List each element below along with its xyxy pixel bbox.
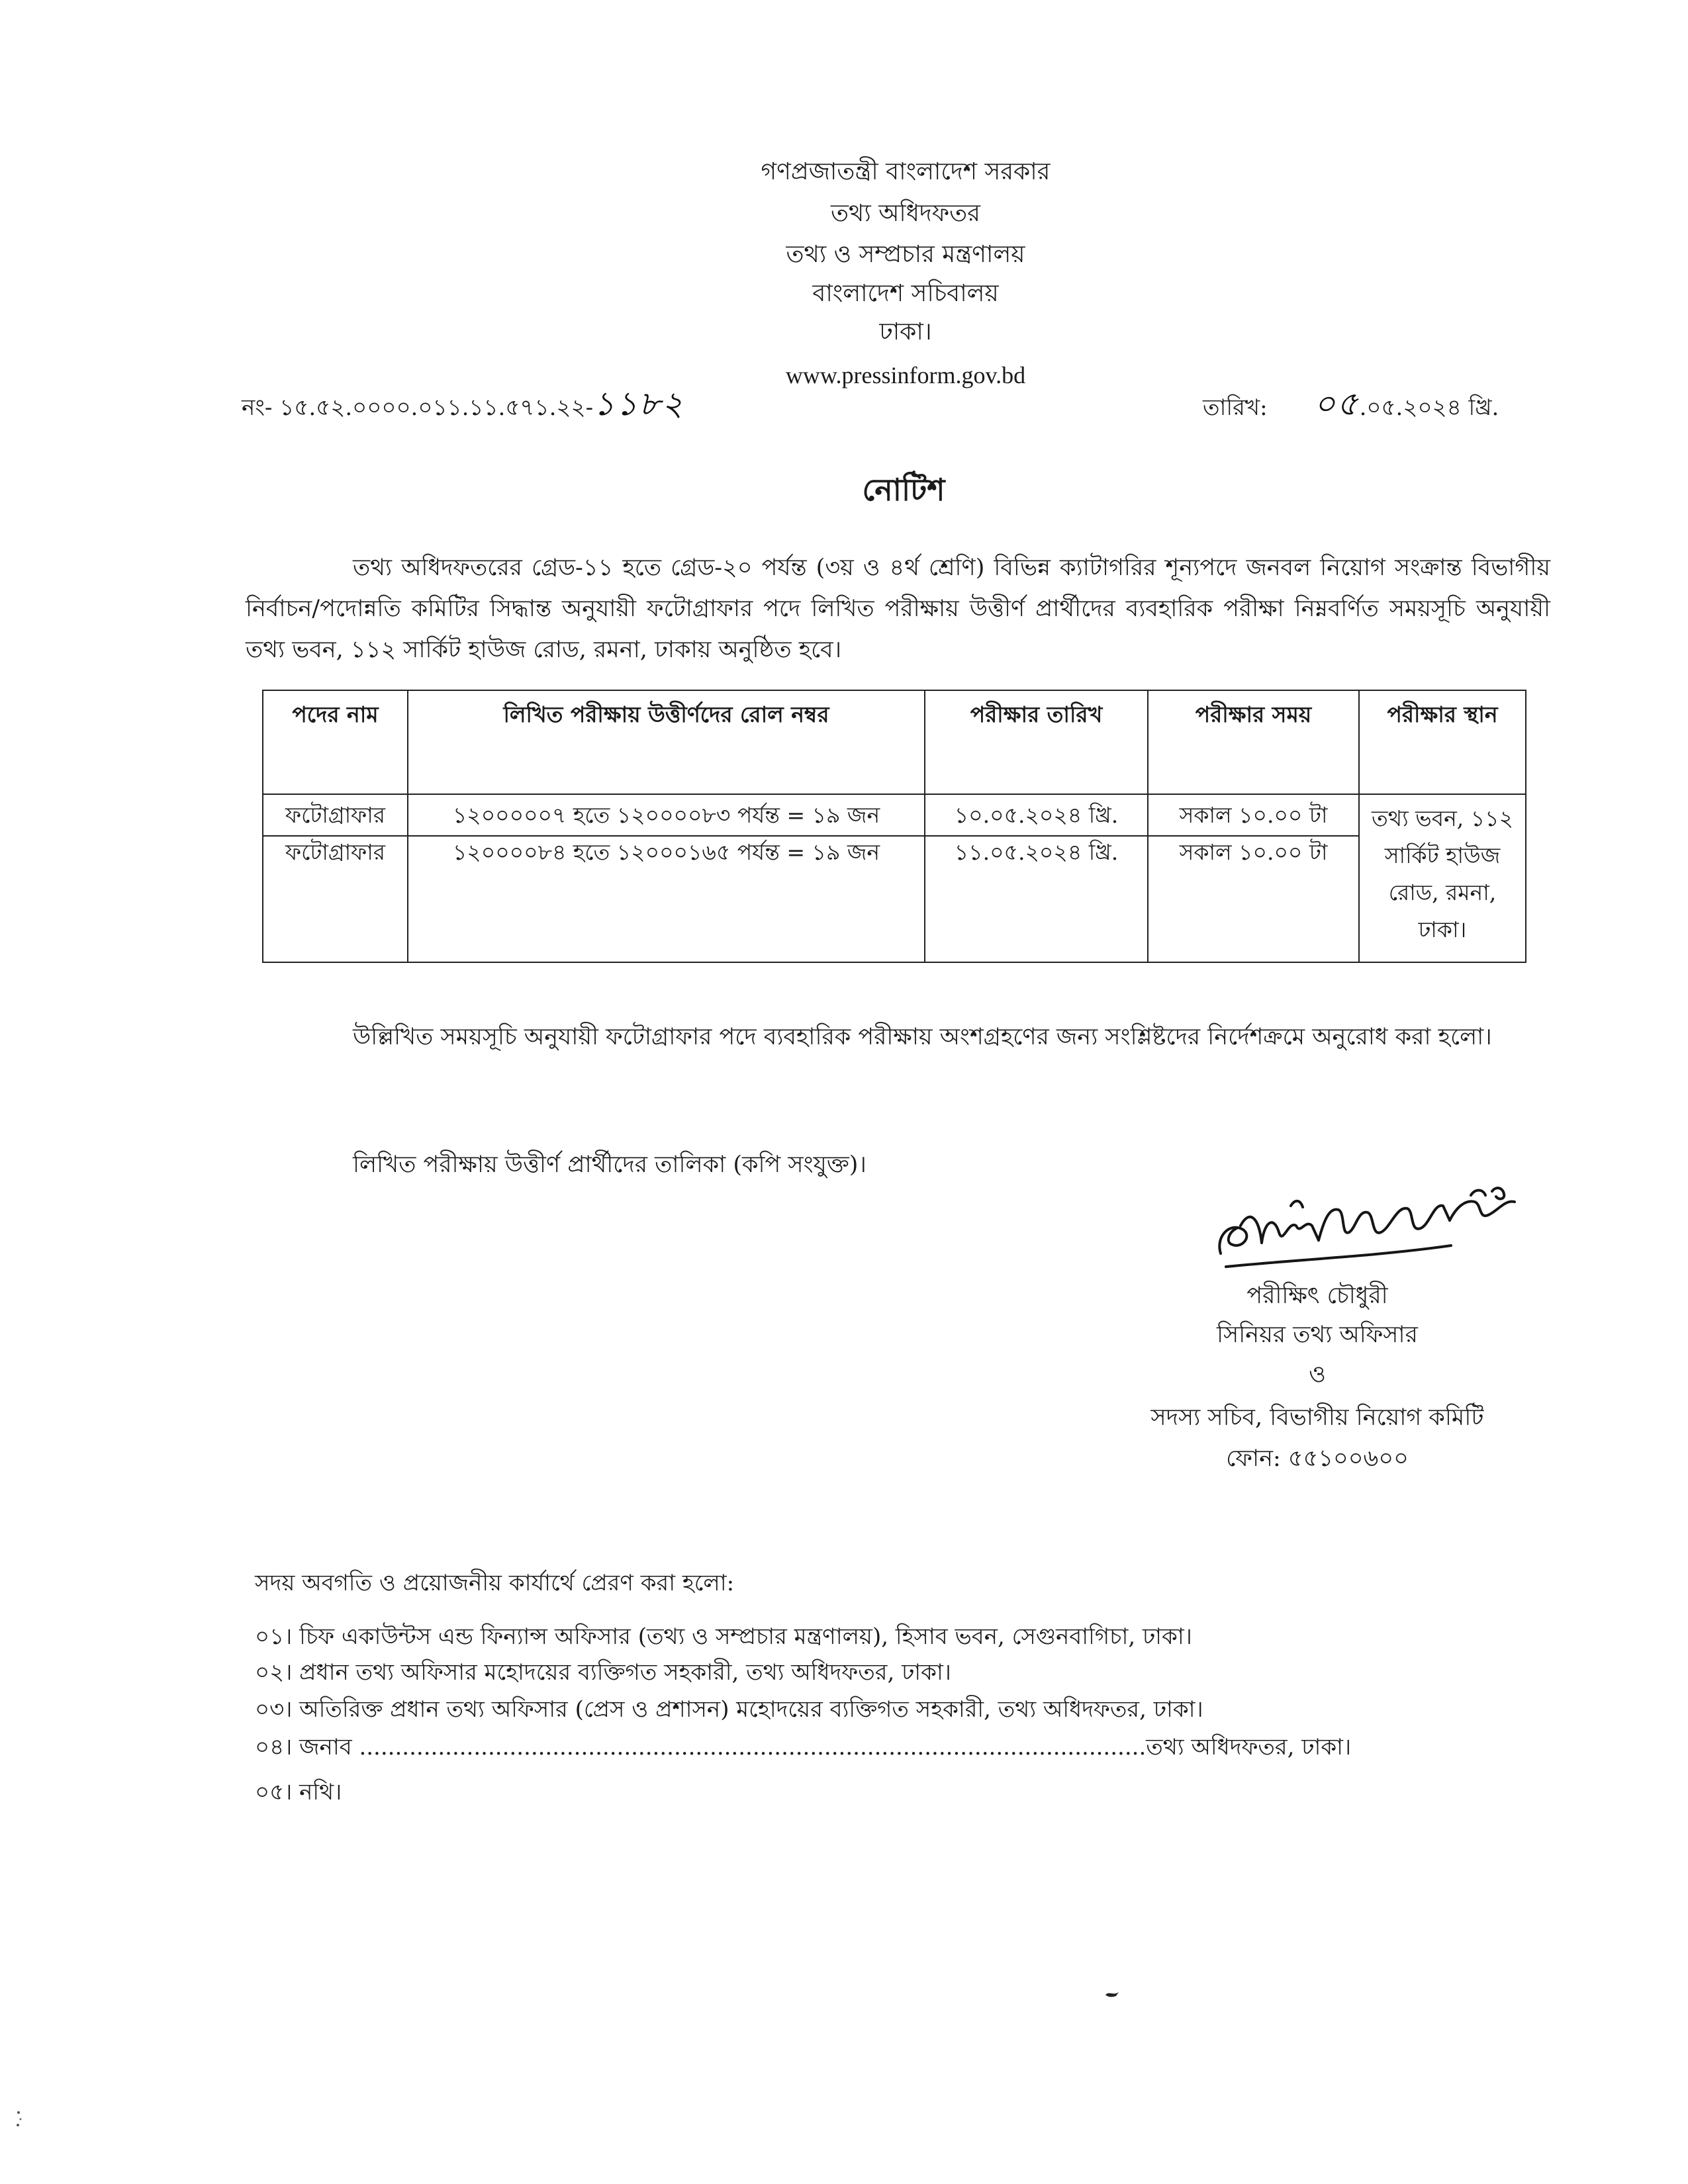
cell-post: ফটোগ্রাফার [263,836,408,962]
schedule-table [262,690,1526,963]
header-roll-numbers: লিখিত পরীক্ষায় উত্তীর্ণদের রোল নম্বর [408,690,925,794]
distribution-item: ০২। প্রধান তথ্য অফিসার মহোদয়ের ব্যক্তিগত সহকারী, তথ্য অধিদফতর, ঢাকা। [255,1659,951,1686]
table-header-row [263,690,1526,794]
cell-exam-date: ১০.০৫.২০২৪ খ্রি. [925,794,1148,836]
cell-exam-time: সকাল ১০.০০ টা [1148,836,1359,962]
scan-speck-icon [15,2109,25,2128]
header-exam-time: পরীক্ষার সময় [1148,690,1359,794]
cell-roll-range: ১২০০০০০৭ হতে ১২০০০০৮৩ পর্যন্ত = ১৯ জন [408,794,925,836]
signatory-designation: সিনিয়র তথ্য অফিসার [1217,1322,1418,1348]
header-exam-venue: পরীক্ষার স্থান [1359,690,1526,794]
intro-paragraph: তথ্য অধিদফতরের গ্রেড-১১ হতে গ্রেড-২০ পর্যন্ত (৩য় ও ৪র্থ শ্রেণি) বিভিন্ন ক্যাটাগরির শূন্যপদে জনবল নিয়োগ সংক্রান্ত বিভাগীয় নির্বাচন/পদোন্নতি কমিটির সিদ্ধান্ত অনুযায়ী ফটোগ্রাফার পদে লিখিত পরীক্ষায় উত্তীর্ণ প্রার্থীদের ব্যবহারিক পরীক্ষা নিম্নবর্ণিত সময়সূচি অনুযায়ী তথ্য ভবন, ১১২ সার্কিট হাউজ রোড, রমনা, ঢাকায় অনুষ্ঠিত হবে। [246,555,1550,663]
memo-number-handwritten: ১১৮২ [593,385,684,423]
issue-date-day-handwritten: ০৫ [1313,385,1360,423]
signatory-name: পরীক্ষিৎ চৌধুরী [1246,1283,1388,1309]
memo-number-prefix: নং- ১৫.৫২.০০০০.০১১.১১.৫৭১.২২- [242,394,594,421]
letterhead-city: ঢাকা। [879,318,932,345]
distribution-item: ০১। চিফ একাউন্টস এন্ড ফিন্যান্স অফিসার (তথ্য ও সম্প্রচার মন্ত্রণালয়), হিসাব ভবন, সেগুনবাগিচা, ঢাকা। [255,1623,1192,1650]
cell-roll-range: ১২০০০০৮৪ হতে ১২০০০১৬৫ পর্যন্ত = ১৯ জন [408,836,925,962]
cell-exam-venue: তথ্য ভবন, ১১২ সার্কিট হাউজ রোড, রমনা, ঢাকা। [1359,794,1526,962]
signatory-conjunction: ও [1309,1361,1326,1388]
letterhead-website: www.pressinform.gov.bd [785,362,1026,388]
cell-exam-date: ১১.০৫.২০২৪ খ্রি. [925,836,1148,962]
letterhead-secretariat: বাংলাদেশ সচিবালয় [812,280,999,307]
issue-date-rest: .০৫.২০২৪ খ্রি. [1359,394,1499,421]
notice-title: নোটিশ [862,472,945,508]
distribution-item: ০৫। নথি। [255,1779,342,1805]
header-post: পদের নাম [263,690,408,794]
letterhead-ministry: তথ্য ও সম্প্রচার মন্ত্রণালয় [786,241,1025,268]
signature-icon [1211,1179,1523,1279]
table-row [263,836,1526,962]
issue-date-label: তারিখ: [1203,394,1268,421]
issue-date [1203,385,1499,426]
cell-exam-time: সকাল ১০.০০ টা [1148,794,1359,836]
cell-post: ফটোগ্রাফার [263,794,408,836]
letterhead-government: গণপ্রজাতন্ত্রী বাংলাদেশ সরকার [761,158,1051,185]
signatory-phone: ফোন: ৫৫১০০৬০০ [1226,1445,1409,1472]
signatory-role: সদস্য সচিব, বিভাগীয় নিয়োগ কমিটি [1150,1404,1484,1431]
header-exam-date: পরীক্ষার তারিখ [925,690,1148,794]
scan-speck-icon [1104,1988,1120,1999]
distribution-heading: সদয় অবগতি ও প্রয়োজনীয় কার্যার্থে প্রেরণ করা হলো: [255,1570,735,1596]
request-paragraph: উল্লিখিত সময়সূচি অনুযায়ী ফটোগ্রাফার পদে ব্যবহারিক পরীক্ষায় অংশগ্রহণের জন্য সংশ্লিষ্টদের নির্দেশক্রমে অনুরোধ করা হলো। [353,1024,1492,1050]
distribution-item: ০৪। জনাব ..............................................................................................................তথ্য অধিদফতর, ঢাকা। [255,1734,1352,1760]
memo-number [242,385,684,426]
table-row [263,794,1526,836]
attachment-note: লিখিত পরীক্ষায় উত্তীর্ণ প্রার্থীদের তালিকা (কপি সংযুক্ত)। [353,1152,867,1178]
distribution-item: ০৩। অতিরিক্ত প্রধান তথ্য অফিসার (প্রেস ও প্রশাসন) মহোদয়ের ব্যক্তিগত সহকারী, তথ্য অধিদফতর, ঢাকা। [255,1696,1203,1723]
letterhead-department: তথ্য অধিদফতর [831,200,980,227]
